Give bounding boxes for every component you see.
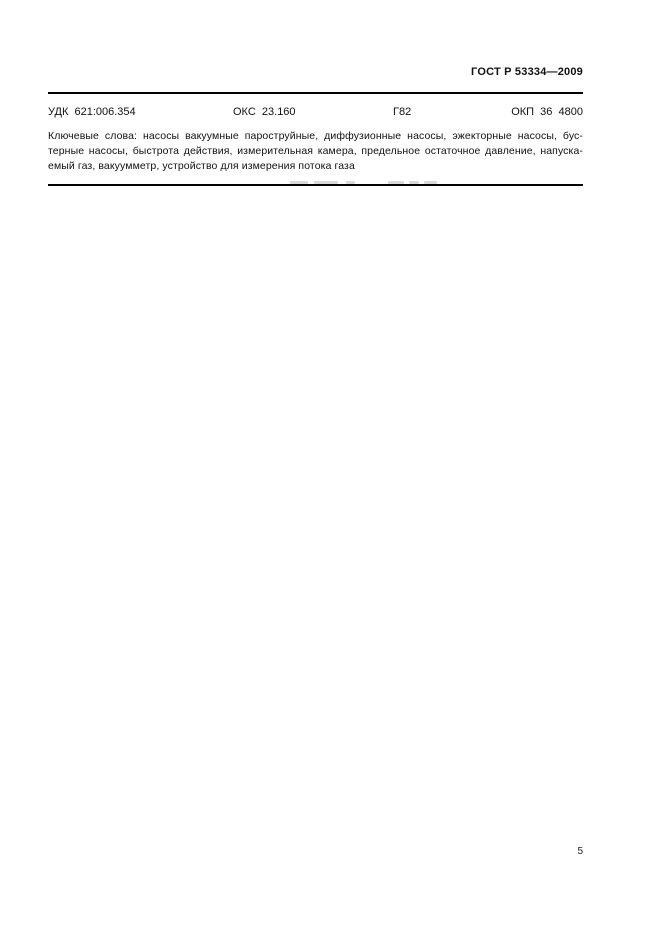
oks-code: ОКС 23.160 [233,106,296,118]
horizontal-rule-top [48,92,583,94]
udk-code: УДК 621:006.354 [48,106,136,118]
classification-row [48,106,583,120]
keywords-paragraph [48,129,583,174]
horizontal-rule-bottom [48,184,583,186]
keywords-line-3: емый газ, вакуумметр, устройство для измерения потока газа [48,159,355,172]
keywords-line-2: терные насосы, быстрота действия, измерительная камера, предельное остаточное давление, напуска- [48,144,583,157]
okp-code: ОКП 36 4800 [511,106,583,118]
standard-designation: ГОСТ Р 53334—2009 [471,66,583,78]
category-code: Г82 [393,106,412,118]
page-number: 5 [577,846,583,857]
keywords-line-1: Ключевые слова: насосы вакуумные пароструйные, диффузионные насосы, эжекторные насосы, бус- [48,130,583,142]
